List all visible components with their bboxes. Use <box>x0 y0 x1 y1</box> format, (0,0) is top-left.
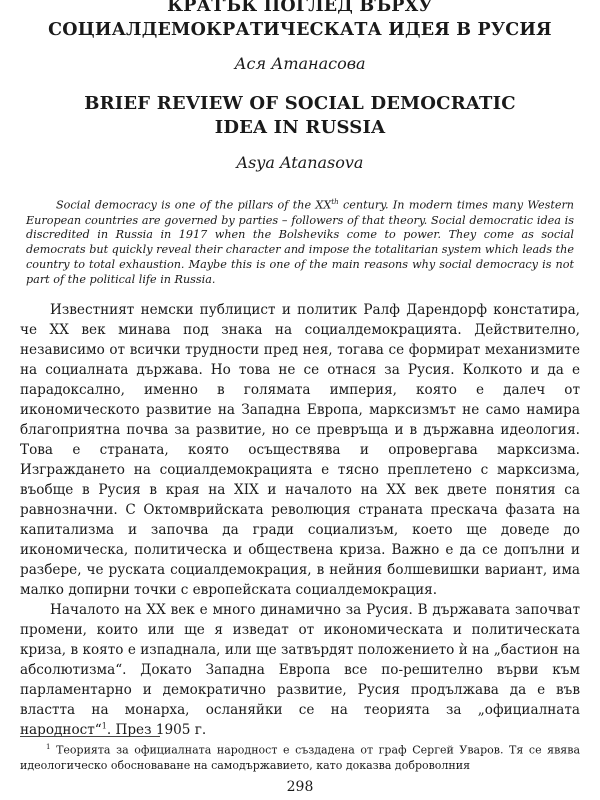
author-name-english: Asya Atanasova <box>236 153 364 172</box>
footnote-marker: 1 <box>46 743 51 751</box>
abstract-text-start: Social democracy is one of the pillars of the XX <box>56 198 332 212</box>
footnote <box>20 740 580 773</box>
title-en-line-2: IDEA IN RUSSIA <box>214 117 386 138</box>
abstract <box>26 195 574 288</box>
body-paragraph-2-end: . През 1905 г. <box>106 721 207 738</box>
title-bg-line-2: СОЦИАЛДЕМОКРАТИЧЕСКАТА ИДЕЯ В РУСИЯ <box>48 20 552 40</box>
body-paragraph-2-start: Началото на XX век е много динамично за Русия. В държавата започват промени, които или ще я изведат от икономическата и политическата криза, в която е изпаднала, или ще затвърдят положението ѝ на „бастион на абсолютизма“. Докато Западна Европа все по-решително върви към парламентарно и демократично развитие, Русия продължава да е във властта на монарха, осланяйки се на теорията за „официалната народност“ <box>20 601 580 738</box>
body-paragraph-2 <box>20 600 580 740</box>
article-title-english <box>20 92 580 140</box>
footnote-text: Теорията за официалната народност е създадена от граф Сергей Уваров. Тя се явява идеологическо обосноваване на самодържавието, като доказва доброволния <box>20 743 580 772</box>
article-title-bulgarian <box>20 0 580 42</box>
footnote-divider <box>20 736 160 737</box>
abstract-superscript: th <box>331 198 339 206</box>
page-number: 298 <box>286 779 314 795</box>
title-bg-line-1: КРАТЪК ПОГЛЕД ВЪРХУ <box>167 0 433 16</box>
body-paragraph-1: Известният немски публицист и политик Ралф Дарендорф констатира, че XX век минава под знака на социалдемокрацията. Действително, независимо от всички трудности пред нея, тогава се формират механизмите на социалната държава. Но това не се отнася за Русия. Колкото и да е парадоксално, именно в голямата империя, която е далеч от икономическото развитие на Западна Европа, марксизмът не само намира благоприятна почва за развитие, но се превръща и в държавна идеология. Това е страната, която осъществява и опровергава марксизма. Изграждането на социалдемокрацията е тясно преплетено с марксизма, въобще в Русия в края на XIX и началото на XX век двете понятия са равнозначни. С Октомврийската революция страната прескача фазата на капитализма и започва да гради социализъм, което ще доведе до икономическа, политическа и обществена криза. Важно е да се допълни и разбере, че руската социалдемокрация, в нейния болшевишки вариант, има малко допирни точки с европейската социалдемокрация. <box>20 301 580 598</box>
body-text <box>20 300 580 740</box>
abstract-text-end: century. In modern times many Western European countries are governed by parties – followers of that theory. Social democratic idea is discredited in Russia in 1917 when the Bolsheviks come to power. They come as social democrats but quickly reveal their character and impose the totalitarian system which leads the country to total exhaustion. Maybe this is one of the main reasons why social democracy is not part of the political life in Russia. <box>26 198 574 286</box>
author-name-bulgarian: Ася Атанасова <box>234 54 366 73</box>
footnote-reference[interactable]: 1 <box>101 720 107 730</box>
title-en-line-1: BRIEF REVIEW OF SOCIAL DEMOCRATIC <box>84 93 516 114</box>
